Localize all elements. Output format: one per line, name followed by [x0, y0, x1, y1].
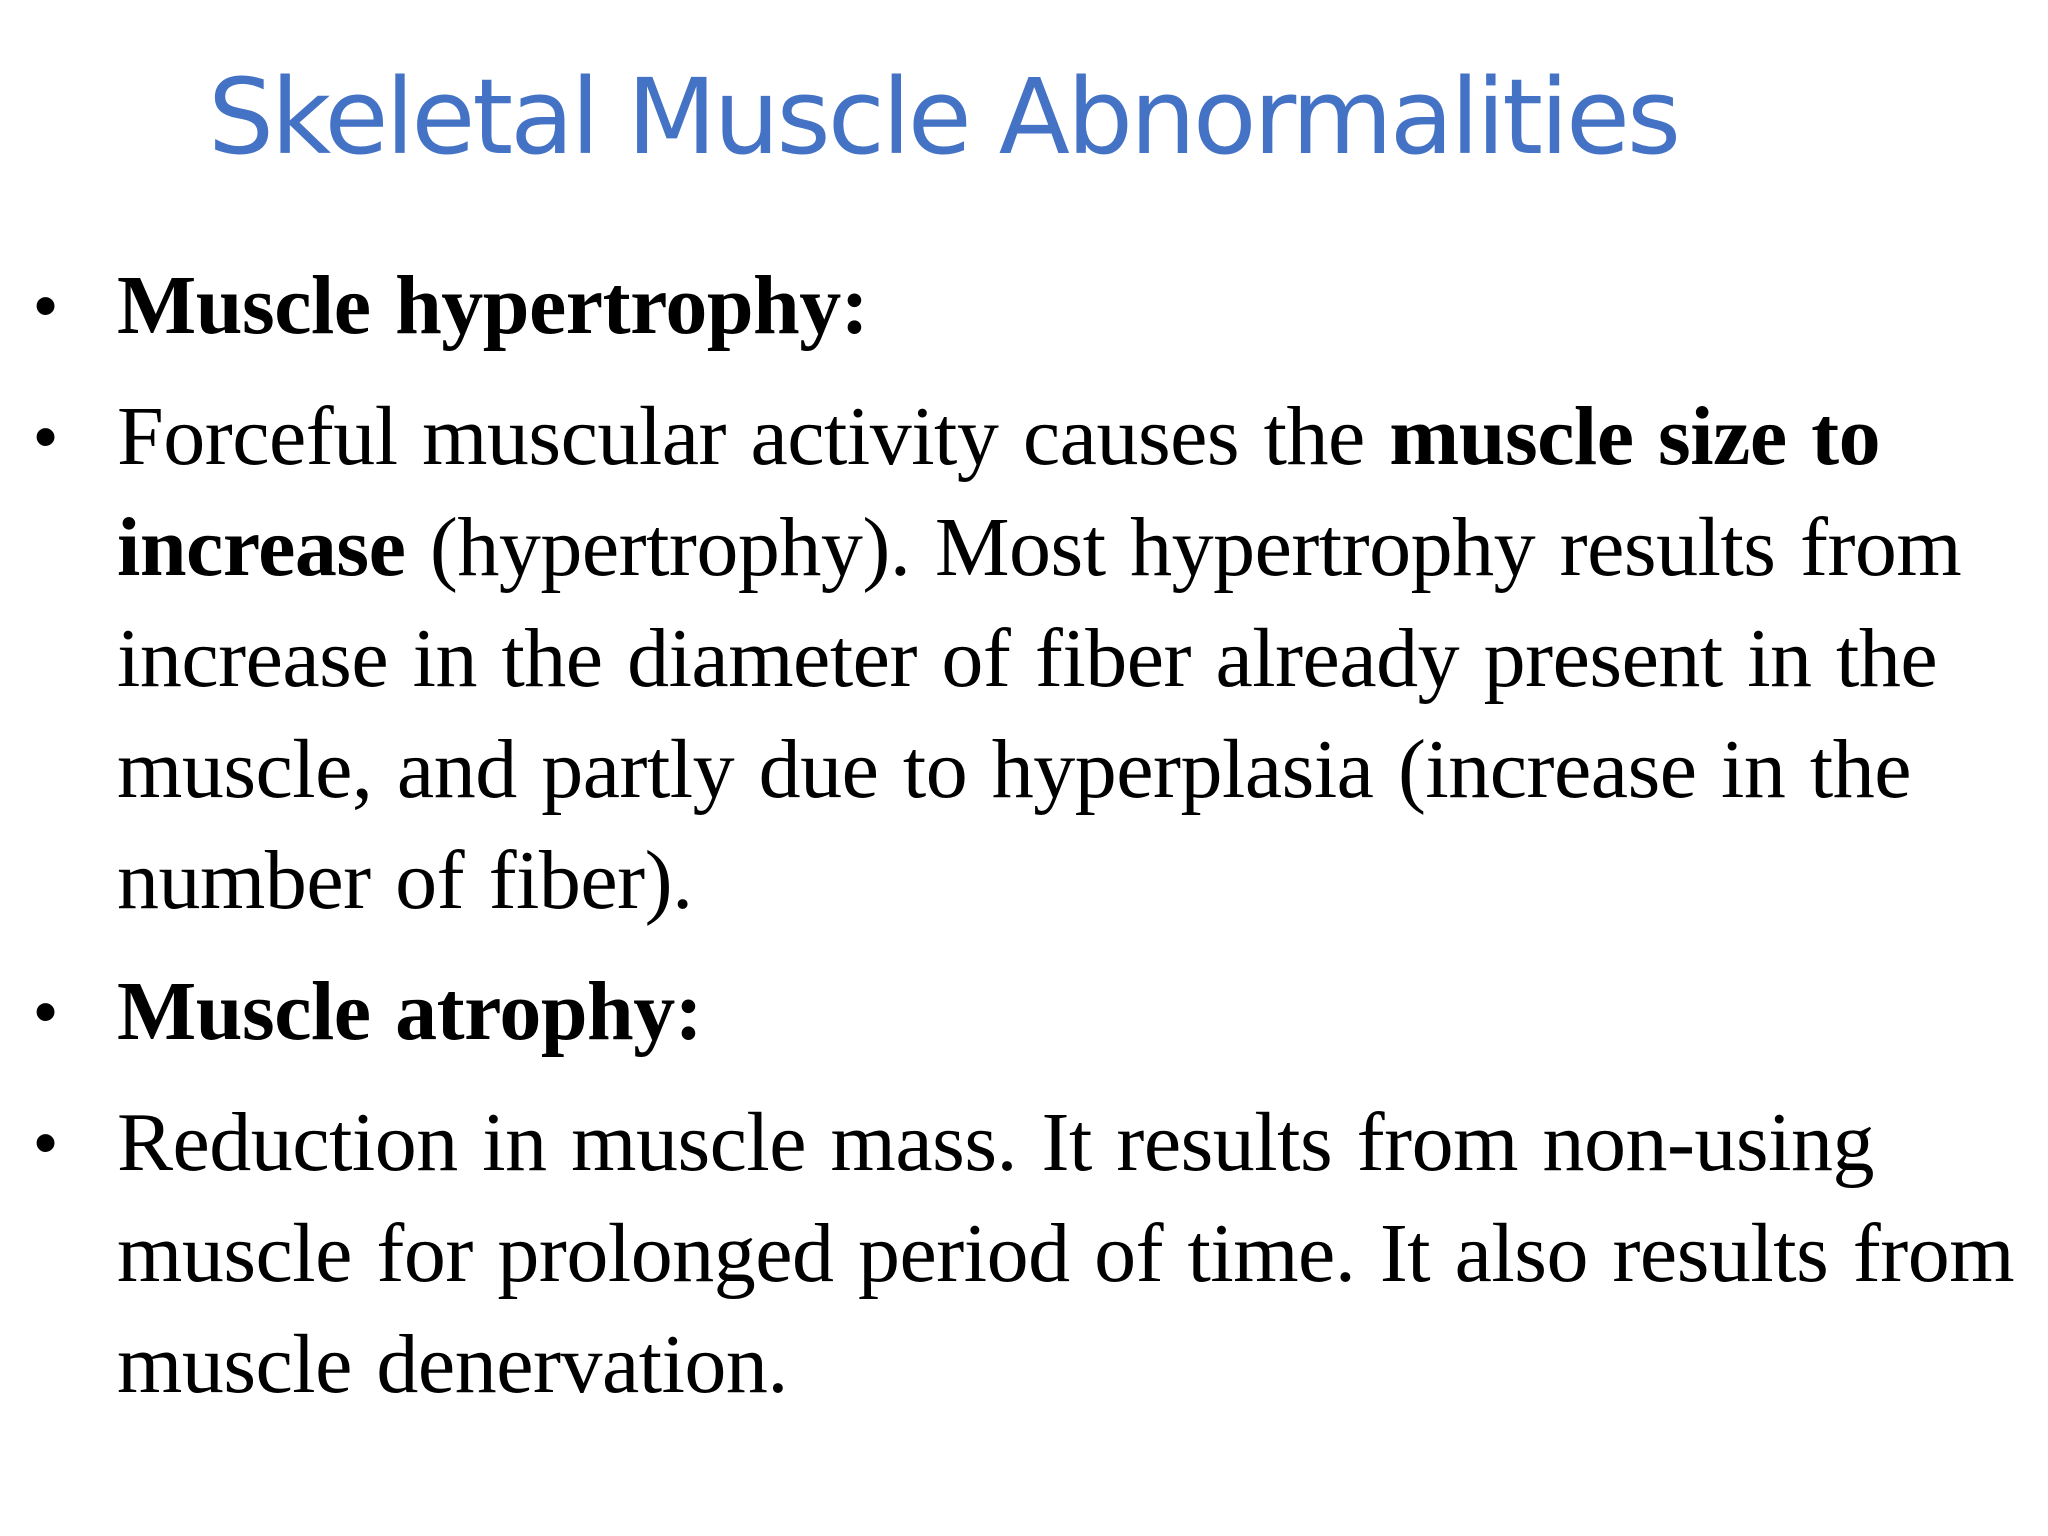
bullet-atrophy-heading [0, 956, 2048, 1067]
atrophy-heading: Muscle atrophy: [117, 965, 703, 1058]
bullet-hypertrophy-description [0, 381, 2048, 936]
hypertrophy-text-bold: muscle size to increase [117, 390, 1881, 594]
bullet-dot-icon: • [34, 974, 57, 1048]
bullet-atrophy-description [0, 1087, 2048, 1420]
atrophy-text: Reduction in muscle mass. It results from non-using muscle for prolonged period of time. It also results from muscle denervation. [117, 1096, 2015, 1411]
bullet-hypertrophy-heading [0, 250, 2048, 361]
bullet-dot-icon: • [34, 399, 57, 473]
bullet-list [0, 250, 2048, 1440]
bullet-dot-icon: • [34, 268, 57, 342]
hypertrophy-heading: Muscle hypertrophy: [117, 259, 869, 352]
slide-title: Skeletal Muscle Abnormalities [208, 56, 1679, 178]
hypertrophy-text-end: (hypertrophy). Most hypertrophy results from increase in the diameter of fiber already present in the muscle, and partly due to hyperplasia (increase in the number of fiber). [117, 501, 1962, 927]
hypertrophy-text-start: Forceful muscular activity causes the [117, 390, 1390, 483]
bullet-dot-icon: • [34, 1105, 57, 1179]
